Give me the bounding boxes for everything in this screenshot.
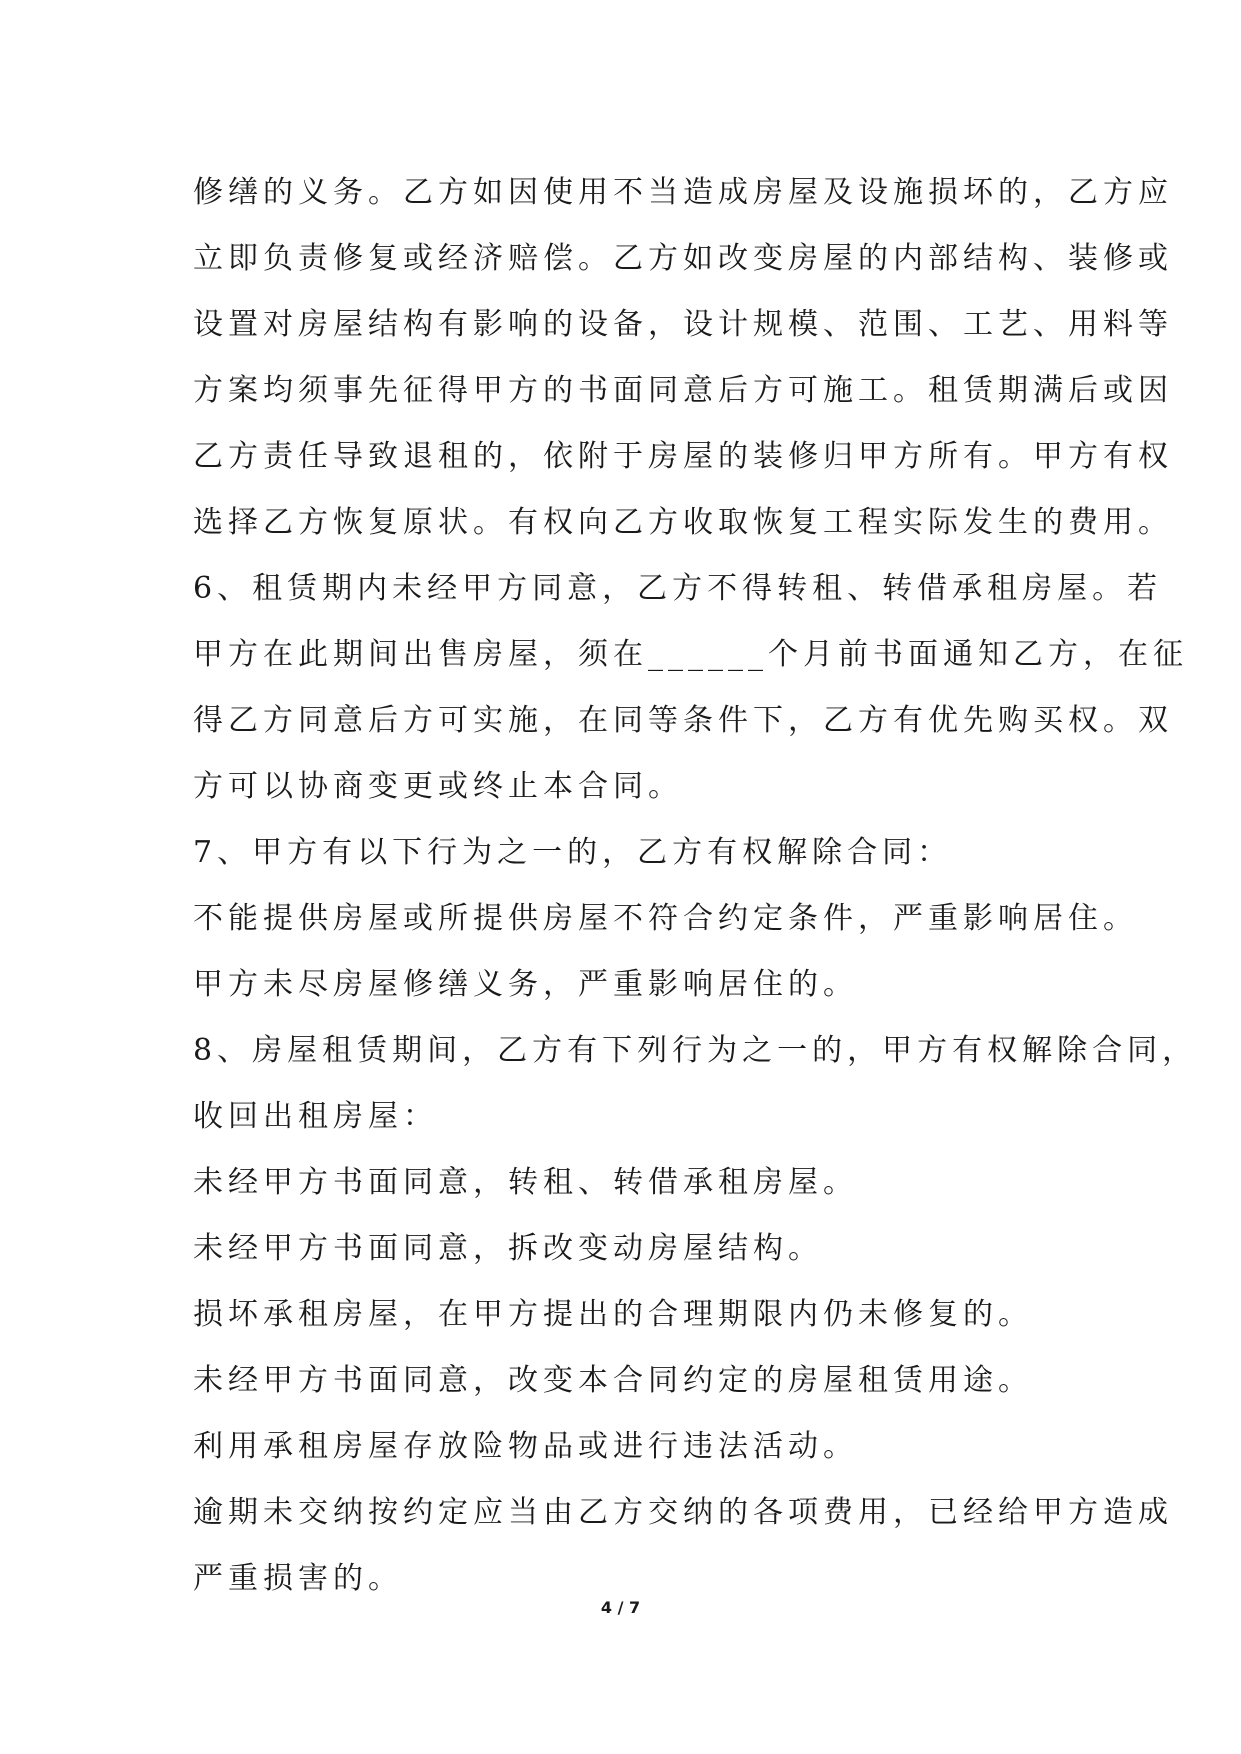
clause-6-line: 6、租赁期内未经甲方同意，乙方不得转租、转借承租房屋。若	[193, 571, 1163, 606]
text-line: 选择乙方恢复原状。有权向乙方收取恢复工程实际发生的费用。	[193, 505, 1173, 540]
page-number: 4 / 7	[600, 1598, 641, 1617]
text-line: 甲方未尽房屋修缮义务，严重影响居住的。	[193, 967, 858, 1002]
text-line: 得乙方同意后方可实施，在同等条件下，乙方有优先购买权。双	[193, 703, 1173, 738]
text-line: 立即负责修复或经济赔偿。乙方如改变房屋的内部结构、装修或	[193, 241, 1173, 276]
clause-7-line: 7、甲方有以下行为之一的，乙方有权解除合同：	[193, 835, 953, 870]
text-line: 方可以协商变更或终止本合同。	[193, 769, 683, 804]
text-line: 损坏承租房屋，在甲方提出的合理期限内仍未修复的。	[193, 1297, 1033, 1332]
text-line: 设置对房屋结构有影响的设备，设计规模、范围、工艺、用料等	[193, 307, 1173, 342]
text-line: 未经甲方书面同意，拆改变动房屋结构。	[193, 1231, 823, 1266]
text-line: 未经甲方书面同意，转租、转借承租房屋。	[193, 1165, 858, 1200]
text-line: 甲方在此期间出售房屋，须在______个月前书面通知乙方，在征	[193, 637, 1188, 672]
text-line: 严重损害的。	[193, 1561, 403, 1596]
document-body	[193, 160, 1198, 1612]
text-line: 方案均须事先征得甲方的书面同意后方可施工。租赁期满后或因	[193, 373, 1173, 408]
text-line: 不能提供房屋或所提供房屋不符合约定条件，严重影响居住。	[193, 901, 1138, 936]
text-line: 未经甲方书面同意，改变本合同约定的房屋租赁用途。	[193, 1363, 1033, 1398]
text-line: 乙方责任导致退租的，依附于房屋的装修归甲方所有。甲方有权	[193, 439, 1173, 474]
text-line: 修缮的义务。乙方如因使用不当造成房屋及设施损坏的，乙方应	[193, 175, 1173, 210]
clause-8-line: 8、房屋租赁期间，乙方有下列行为之一的，甲方有权解除合同，	[193, 1033, 1198, 1068]
text-line: 利用承租房屋存放险物品或进行违法活动。	[193, 1429, 858, 1464]
text-line: 收回出租房屋：	[193, 1099, 438, 1134]
text-line: 逾期未交纳按约定应当由乙方交纳的各项费用，已经给甲方造成	[193, 1495, 1173, 1530]
